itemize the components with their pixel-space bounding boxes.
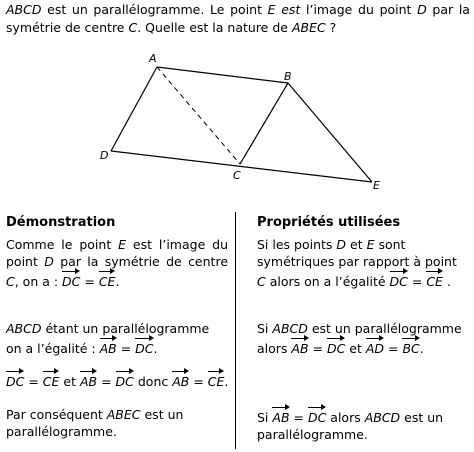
- dashed-segment-ac: [157, 67, 240, 164]
- point-label-c: C: [233, 169, 241, 182]
- segment-de: [111, 151, 372, 182]
- demo-paragraph-4: Par conséquent ABEC est un parallélogramme.: [6, 407, 184, 439]
- demo-paragraph-1: Comme le point E est l’image du point D par la symétrie de centre C, on a : DC = CE.: [6, 237, 229, 289]
- column-divider: [235, 212, 236, 449]
- parallelogram-figure: [0, 0, 474, 212]
- segment-be: [288, 83, 372, 182]
- demo-paragraph-2: ABCD étant un parallélogramme on a l’égalité : AB = DC.: [6, 321, 210, 356]
- point-label-b: B: [284, 70, 292, 83]
- properties-title: Propriétés utilisées: [257, 215, 401, 230]
- demo-paragraph-3: DC = CE et AB = DC donc AB = CE.: [6, 370, 232, 390]
- property-1: Si les points D et E sont symétriques par rapport à point C alors on a l’égalité DC = CE .: [257, 237, 457, 289]
- problem-statement: ABCD est un parallélogramme. Le point E est l’image du point D par la symétrie de centre C. Quelle est la nature de ABEC ?: [6, 2, 470, 35]
- segment-ab: [157, 67, 288, 83]
- point-label-e: E: [373, 179, 380, 192]
- demonstration-title: Démonstration: [6, 215, 116, 230]
- property-2: Si ABCD est un parallélogramme alors AB = DC et AD = BC.: [257, 321, 462, 356]
- point-label-a: A: [149, 52, 157, 65]
- segment-ad: [111, 67, 157, 151]
- property-3: Si AB = DC alors ABCD est un parallélogramme.: [257, 406, 469, 443]
- point-label-d: D: [100, 149, 109, 162]
